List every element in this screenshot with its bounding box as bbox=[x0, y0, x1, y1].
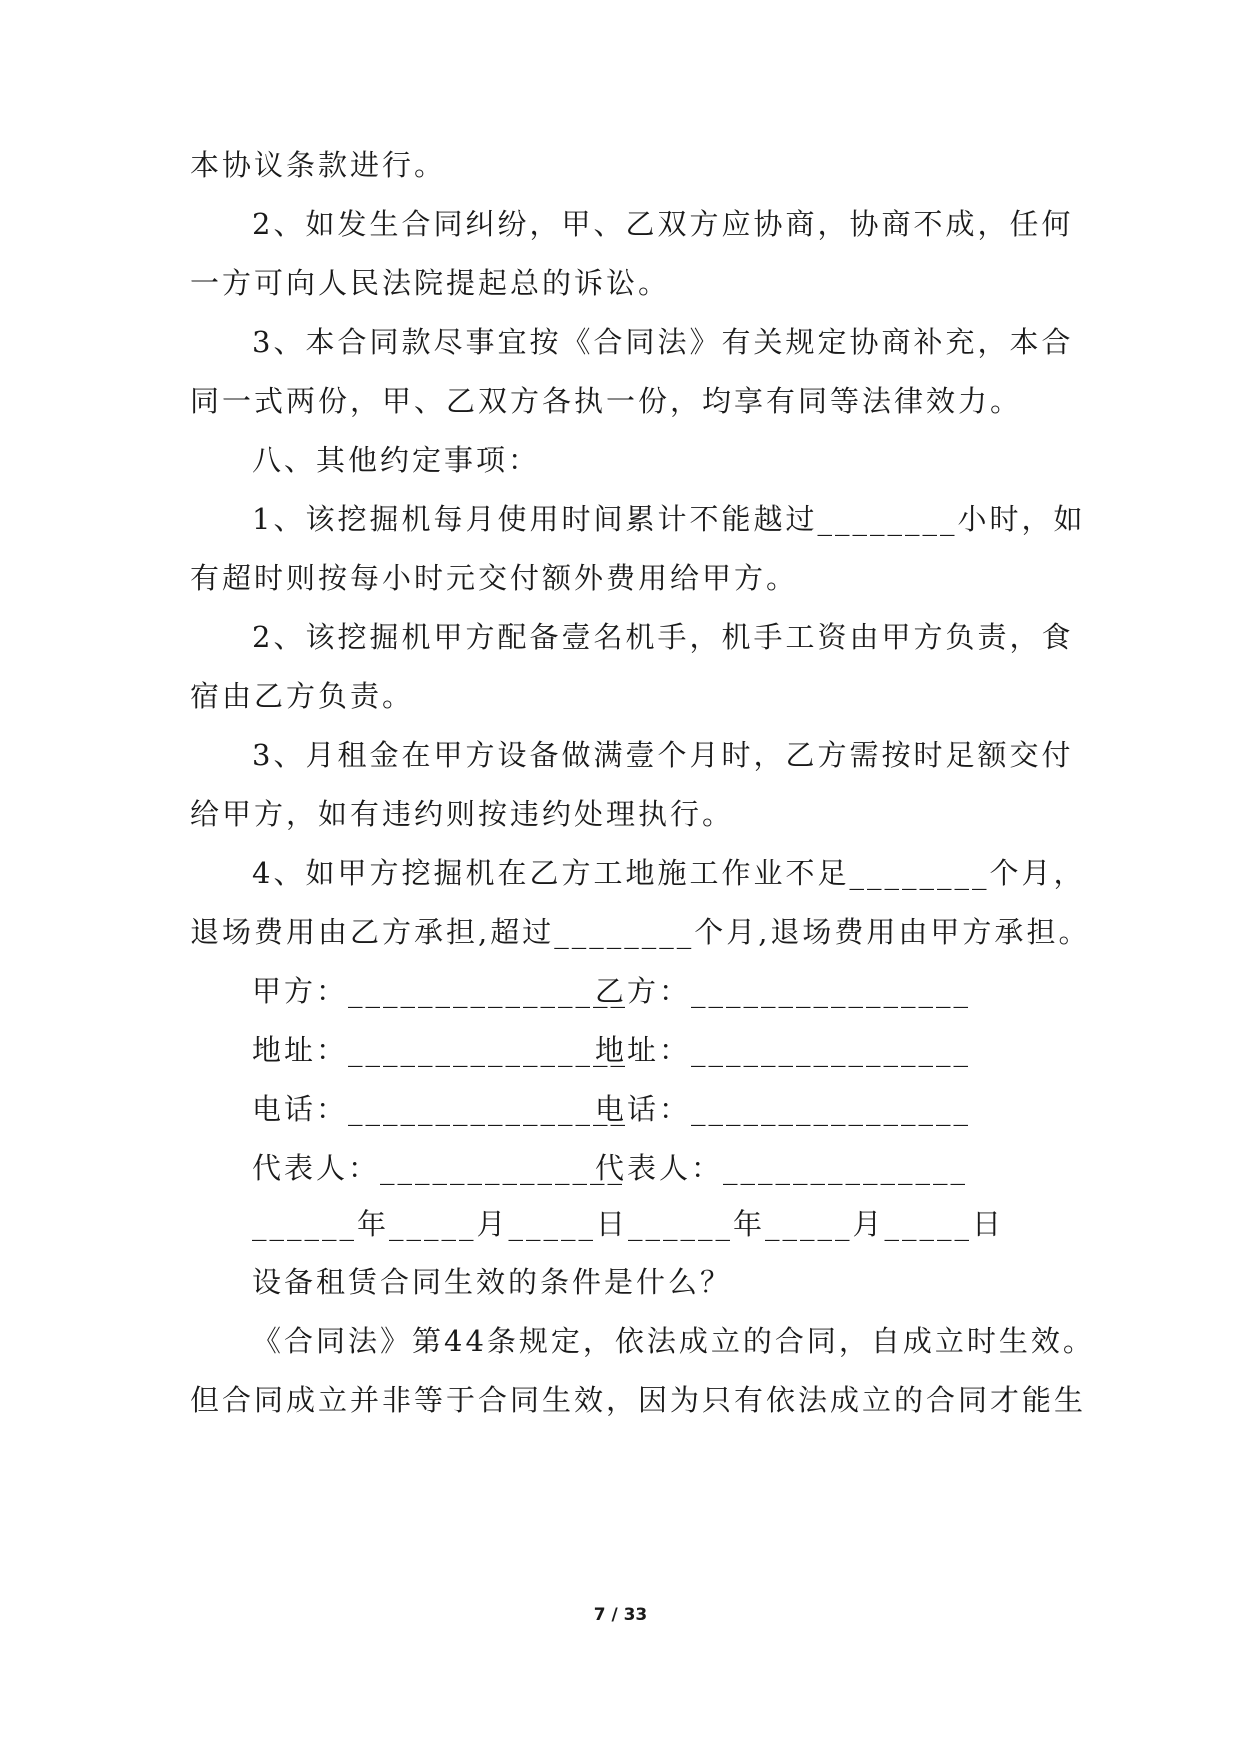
signature-row bbox=[0, 1030, 1241, 1070]
text-line: 《合同法》第44条规定，依法成立的合同，自成立时生效。 bbox=[252, 1324, 1095, 1358]
text-line: 1、该挖掘机每月使用时间累计不能越过________小时，如 bbox=[252, 502, 1086, 536]
party-b-address: 地址：________________ bbox=[595, 1033, 972, 1067]
text-line: 2、如发生合同纠纷，甲、乙双方应协商，协商不成，任何 bbox=[252, 207, 1074, 241]
text-line: 3、本合同款尽事宜按《合同法》有关规定协商补充，本合 bbox=[252, 325, 1074, 359]
text-line: 同一式两份，甲、乙双方各执一份，均享有同等法律效力。 bbox=[190, 384, 1023, 418]
text-line: 有超时则按每小时元交付额外费用给甲方。 bbox=[190, 561, 799, 595]
question-heading: 设备租赁合同生效的条件是什么？ bbox=[252, 1265, 733, 1299]
text-line: 本协议条款进行。 bbox=[190, 148, 447, 182]
party-a-name: 甲方：________________ bbox=[252, 974, 629, 1008]
signature-row bbox=[0, 1148, 1241, 1188]
party-b-representative: 代表人：______________ bbox=[595, 1151, 969, 1185]
signature-row bbox=[0, 971, 1241, 1011]
party-a-representative: 代表人：______________ bbox=[252, 1151, 626, 1185]
text-line: 给甲方，如有违约则按违约处理执行。 bbox=[190, 797, 735, 831]
party-b-name: 乙方：________________ bbox=[595, 974, 972, 1008]
text-line: 一方可向人民法院提起总的诉讼。 bbox=[190, 266, 671, 300]
text-line: 4、如甲方挖掘机在乙方工地施工作业不足________个月， bbox=[252, 856, 1086, 890]
date-line: ______年_____月_____日______年_____月_____日 bbox=[252, 1207, 1005, 1241]
party-b-phone: 电话：________________ bbox=[595, 1092, 972, 1126]
text-line: 2、该挖掘机甲方配备壹名机手，机手工资由甲方负责，食 bbox=[252, 620, 1074, 654]
section-heading: 八、其他约定事项： bbox=[252, 443, 541, 477]
page-number: 7 / 33 bbox=[593, 1605, 648, 1625]
party-a-address: 地址：________________ bbox=[252, 1033, 629, 1067]
text-line: 退场费用由乙方承担,超过________个月,退场费用由甲方承担。 bbox=[190, 915, 1091, 949]
text-line: 宿由乙方负责。 bbox=[190, 679, 415, 713]
party-a-phone: 电话：________________ bbox=[252, 1092, 629, 1126]
signature-row bbox=[0, 1089, 1241, 1129]
text-line: 但合同成立并非等于合同生效，因为只有依法成立的合同才能生 bbox=[190, 1383, 1087, 1417]
text-line: 3、月租金在甲方设备做满壹个月时，乙方需按时足额交付 bbox=[252, 738, 1074, 772]
